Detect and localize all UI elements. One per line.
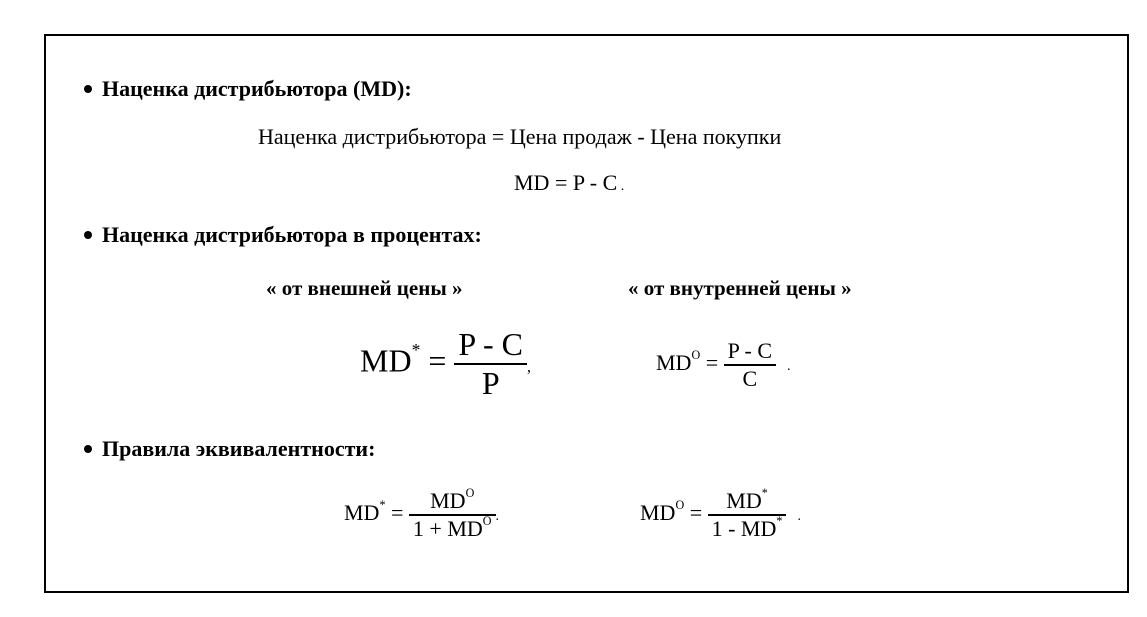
fraction: $\frac{MD^*}{1 - MD^*}$ — [708, 488, 787, 542]
fraction: $\frac{MD^O}{1 + MD^O}$ — [409, 488, 496, 542]
formula-md-o-internal: $MD^O$ = $\frac{P - C}{C}$ . — [656, 338, 791, 391]
formula-equivalence-o: $MD^O$ = $\frac{MD^*}{1 - MD^*}$ . — [640, 486, 801, 541]
fraction: $\frac{P - C}{P}$ — [454, 326, 527, 402]
bullet-icon — [84, 445, 92, 453]
markup-formula-words: Наценка дистрибьютора = Цена продаж - Цена покупки — [258, 124, 782, 149]
section-markup-title: Наценка дистрибьютора (MD): — [84, 76, 412, 102]
bullet-icon — [84, 231, 92, 239]
section-percent-title: Наценка дистрибьютора в процентах: — [84, 222, 482, 248]
content-frame — [44, 34, 1129, 593]
formula-equivalence-star: MD* = $\frac{MD^O}{1 + MD^O}$ . — [344, 486, 500, 541]
section-equivalence-title: Правила эквивалентности: — [84, 436, 375, 462]
markup-formula-symbols: MD = P - C . — [514, 170, 625, 195]
bullet-icon — [84, 85, 92, 93]
internal-price-label: « от внутренней цены » — [628, 276, 852, 300]
formula-md-star-external: MD* = $\frac{P - C}{P}$ , — [360, 326, 532, 401]
external-price-label: « от внешней цены » — [266, 276, 463, 300]
fraction: $\frac{P - C}{C}$ — [724, 338, 776, 392]
